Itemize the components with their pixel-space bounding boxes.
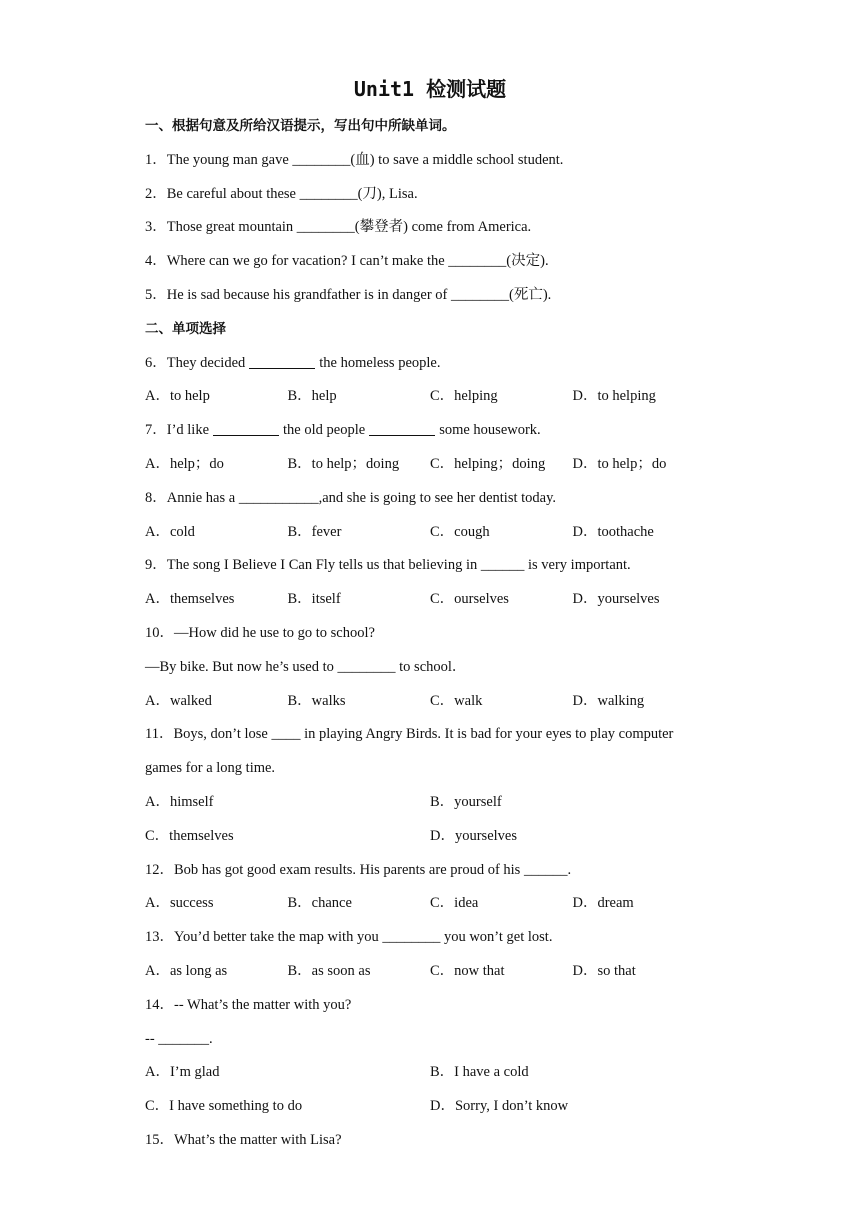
option-a: A．as long as [145,962,228,979]
option-a: A．cold [145,523,195,540]
options-14-row-1 [145,1056,715,1090]
option-c: C．helping；doing [430,455,546,472]
question-12: 12．Bob has got good exam results. His parents are proud of his ______. [145,861,572,878]
options-9 [145,583,715,617]
answer-blank [369,421,435,436]
option-b: B．as soon as [287,962,371,979]
question-14-line-2: -- _______. [145,1030,213,1047]
question-4: 4．Where can we go for vacation? I can’t make the ________(决定). [145,253,549,270]
question-7 [145,414,715,448]
option-a: A．themselves [145,591,235,608]
question-10-line-1: 10．—How did he use to go to school? [145,624,375,641]
option-b: B．to help；doing [287,455,400,472]
section-heading-1: 一、根据句意及所给汉语提示，写出句中所缺单词。 [145,118,456,134]
options-6 [145,380,715,414]
question-10-line-2: —By bike. But now he’s used to ________ to school． [145,658,467,675]
worksheet-content [145,110,715,1158]
options-8 [145,516,715,550]
question-text: the old people [283,422,366,439]
option-c: C．I have something to do [145,1098,303,1115]
option-c: C．ourselves [430,591,509,608]
option-d: D．so that [572,962,636,979]
option-c: C．themselves [145,827,234,844]
question-13: 13．You’d better take the map with you ________ you won’t get lost. [145,929,553,946]
option-b: B．itself [287,591,341,608]
option-a: A．success [145,895,214,912]
option-b: B．walks [287,692,346,709]
question-2: 2．Be careful about these ________(刀), Lisa. [145,185,418,202]
options-14-row-2 [145,1090,715,1124]
answer-blank [249,354,315,369]
question-11-line-1: 11．Boys, don’t lose ____ in playing Angry Birds. It is bad for your eyes to play computer [145,726,674,743]
options-7 [145,448,715,482]
option-b: B．I have a cold [430,1064,529,1081]
question-1: 1．The young man gave ________(血) to save a middle school student. [145,151,564,168]
options-12 [145,887,715,921]
question-text: the homeless people. [319,354,441,371]
question-5: 5．He is sad because his grandfather is in danger of ________(死亡). [145,286,552,303]
options-11-row-2 [145,820,715,854]
question-8: 8．Annie has a ___________,and she is going to see her dentist today. [145,489,557,506]
question-14-line-1: 14．-- What’s the matter with you? [145,996,352,1013]
option-b: B．yourself [430,793,502,810]
question-text: some housework. [439,422,541,439]
option-a: A．to help [145,388,210,405]
option-c: C．helping [430,388,498,405]
option-d: D．to helping [572,388,656,405]
question-15: 15．What’s the matter with Lisa? [145,1131,342,1148]
question-3: 3．Those great mountain ________(攀登者) come from America. [145,219,532,236]
option-a: A．walked [145,692,212,709]
option-d: D．yourselves [572,591,660,608]
option-c: C．walk [430,692,483,709]
option-c: C．idea [430,895,479,912]
options-10 [145,685,715,719]
question-6 [145,347,715,381]
question-9: 9．The song I Believe I Can Fly tells us that believing in ______ is very important. [145,557,631,574]
option-d: D．dream [572,895,634,912]
question-text: 6．They decided [145,354,246,371]
options-13 [145,955,715,989]
section-heading-2: 二、单项选择 [145,320,226,337]
question-11-line-2: games for a long time. [145,760,276,777]
options-11-row-1 [145,786,715,820]
answer-blank [213,421,279,436]
page-title: Unit1 检测试题 [353,77,507,101]
option-c: C．now that [430,962,505,979]
option-d: D．walking [572,692,645,709]
option-a: A．I’m glad [145,1064,220,1081]
option-d: D．to help；do [572,455,667,472]
option-a: A．help；do [145,455,224,472]
option-d: D．toothache [572,523,654,540]
option-a: A．himself [145,793,214,810]
question-text: 7．I’d like [145,422,210,439]
option-b: B．fever [287,523,342,540]
option-d: D．yourselves [430,827,517,844]
option-b: B．help [287,388,337,405]
option-b: B．chance [287,895,352,912]
option-d: D．Sorry, I don’t know [430,1098,569,1115]
option-c: C．cough [430,523,490,540]
